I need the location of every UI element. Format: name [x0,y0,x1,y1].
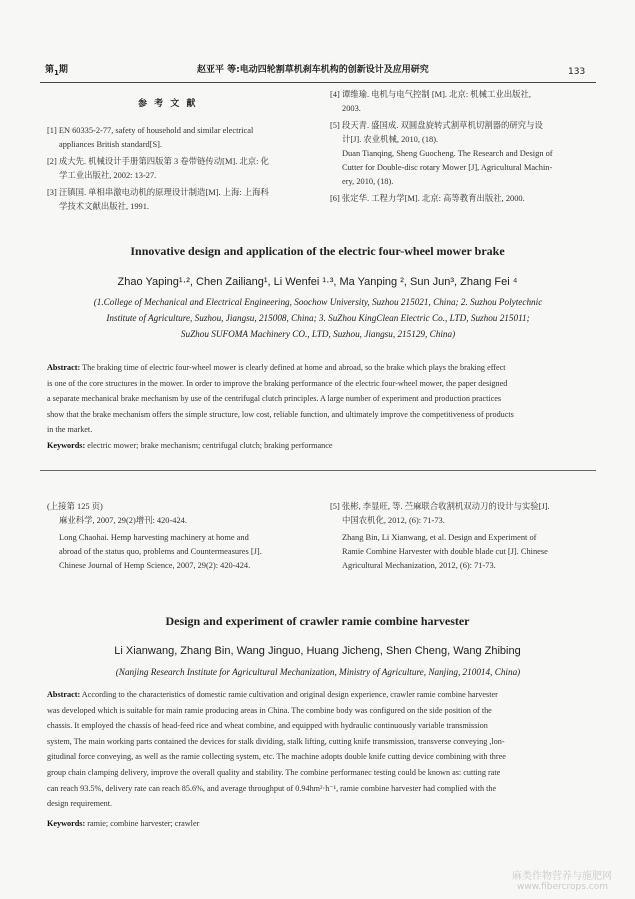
references-heading: 参 考 文 献 [138,99,198,109]
reference-item: [2] 成大先. 机械设计手册第四版第 3 卷带链传动[M]. 北京: 化 学工业出版社, 2002: 13-27. [47,157,269,180]
references-left [47,124,327,214]
issue-number: 1 [54,68,59,77]
paper2-abstract: Abstract: According to the characteristics of domestic ramie cultivation and original design experience, crawler ramie combine harvester was developed which is suitable for main ramie producing areas in China. The combine body was configured on the side position of the chassis. It employed the chassis of head-feed rice and wheat combine, and equipped with hydraulic continuously variable transmission system, The main working parts contained the devices for stalk dividing, stalk lifting, cutting knife transmission, transverse conveying ,lon- gitudinal force conveying, as well as the ramie collecting system, etc. The machine adopts double knife cutting device combining with three group chain clamping delivery, improve the overall quality and stability. The combine performanec testing could be known as: cutting rate can reach 93.5%, delivery rate can reach 85.6%, and average throughput of 0.94hm²·h⁻¹, ramie combine harvester had complied with the design requirement. Keywords: ramie; combine harvester; crawler [47,690,506,828]
abstract-label: Abstract: [47,690,81,699]
reference-item: [5] 段天青. 盛国成. 双圆盘旋转式割草机切割器的研究与设 计[J]. 农业机械, 2010, (18). Duan Tianqing, Sheng Guocheng. The Research and Design of Cutter for Double-disc rotary Mower [J], Agricultural Machin- ery, 2010, (18). [330,121,553,186]
continuation-left: (上接第 125 页) 麻业科学, 2007, 29(2)增刊: 420-424. Long Chaohai. Hemp harvesting machinery at home and abroad of the status quo, problems and Countermeasures [J]. Chinese Journal of Hemp Science, 2007, 29(2): 420-424. [47,502,262,570]
paper1-affiliation: (1.College of Mechanical and Electrical Engineering, Soochow University, Suzhou 215021, China; 2. Suzhou Polytechnic Institute of Agriculture, Suzhou, Jiangsu, 215008, China; 3. SuZhou KingClean Electric Co., LTD, Suzhou 215011; SuZhou SUFOMA Machinery CO., LTD, Suzhou, Jiangsu, 215129, China) [93,297,543,339]
watermark-cn: 麻类作物营养与施肥网 [512,871,612,882]
paper2-title: Design and experiment of crawler ramie combine harvester [165,614,470,628]
references-right [330,88,595,206]
reference-item: [6] 张定华. 工程力学[M]. 北京: 高等教育出版社, 2000. [330,194,525,203]
paper1-abstract: Abstract: The braking time of electric four-wheel mower is clearly defined at home and abroad, so the brake which plays the braking effect is one of the core structures in the mower. In order to improve the braking performance of the electric four-wheel mower, the paper designed a separate mechanical brake mechanism by use of the centrifugal clutch principles. A large number of experiment and production practices show that the brake mechanism offers the simple structure, low cost, reliable function, and ultimately improve the competitiveness of products in the market. Keywords: electric mower; brake mechanism; centrifugal clutch; braking performance [47,363,514,450]
continuation-right: [5] 张彬, 李显旺, 等. 苎麻联合收割机双动刀的设计与实验[J]. 中国农机化, 2012, (6): 71-73. Zhang Bin, Li Xianwang, et al. Design and Experiment of Ramie Combine Harvester with double blade cut [J]. Chinese Agricultural Mechanization, 2012, (6): 71-73. [330,502,550,570]
paper1-authors: Zhao Yaping¹·², Chen Zailiang¹, Li Wenfei ¹·³, Ma Yanping ², Sun Jun³, Zhang Fei ⁴ [117,276,518,288]
running-title: 赵亚平 等:电动四轮割草机刹车机构的创新设计及应用研究 [197,65,429,75]
reference-item: [1] EN 60335-2-77, safety of household and similar electrical appliances British standard[S]. [47,126,254,149]
paper1-keywords: electric mower; brake mechanism; centrifugal clutch; braking performance [85,440,333,450]
watermark-url: www.fibercrops.com [517,882,608,892]
header-rule [40,82,596,83]
paper2-keywords: ramie; combine harvester; crawler [85,818,200,828]
paper2-affiliation: (Nanjing Research Institute for Agricultural Mechanization, Ministry of Agriculture, Nanjing, 210014, China) [115,667,521,677]
page-number: 133 [568,67,586,77]
abstract-label: Abstract: [47,363,81,372]
reference-item: [3] 汪镇国. 单相串激电动机的原理设计制造[M]. 上海: 上海科 学技术文献出版社, 1991. [47,188,269,211]
keywords-label: Keywords: [47,440,86,450]
issue-label: 第$_1$期 [45,65,68,77]
paper1-title: Innovative design and application of the electric four-wheel mower brake [130,244,505,258]
paper2-authors: Li Xianwang, Zhang Bin, Wang Jinguo, Huang Jicheng, Shen Cheng, Wang Zhibing [114,645,521,657]
reference-item: [4] 谭维瑜. 电机与电气控制 [M]. 北京: 机械工业出版社, 2003. [330,90,531,113]
keywords-label: Keywords: [47,818,86,828]
section-divider [40,470,596,471]
